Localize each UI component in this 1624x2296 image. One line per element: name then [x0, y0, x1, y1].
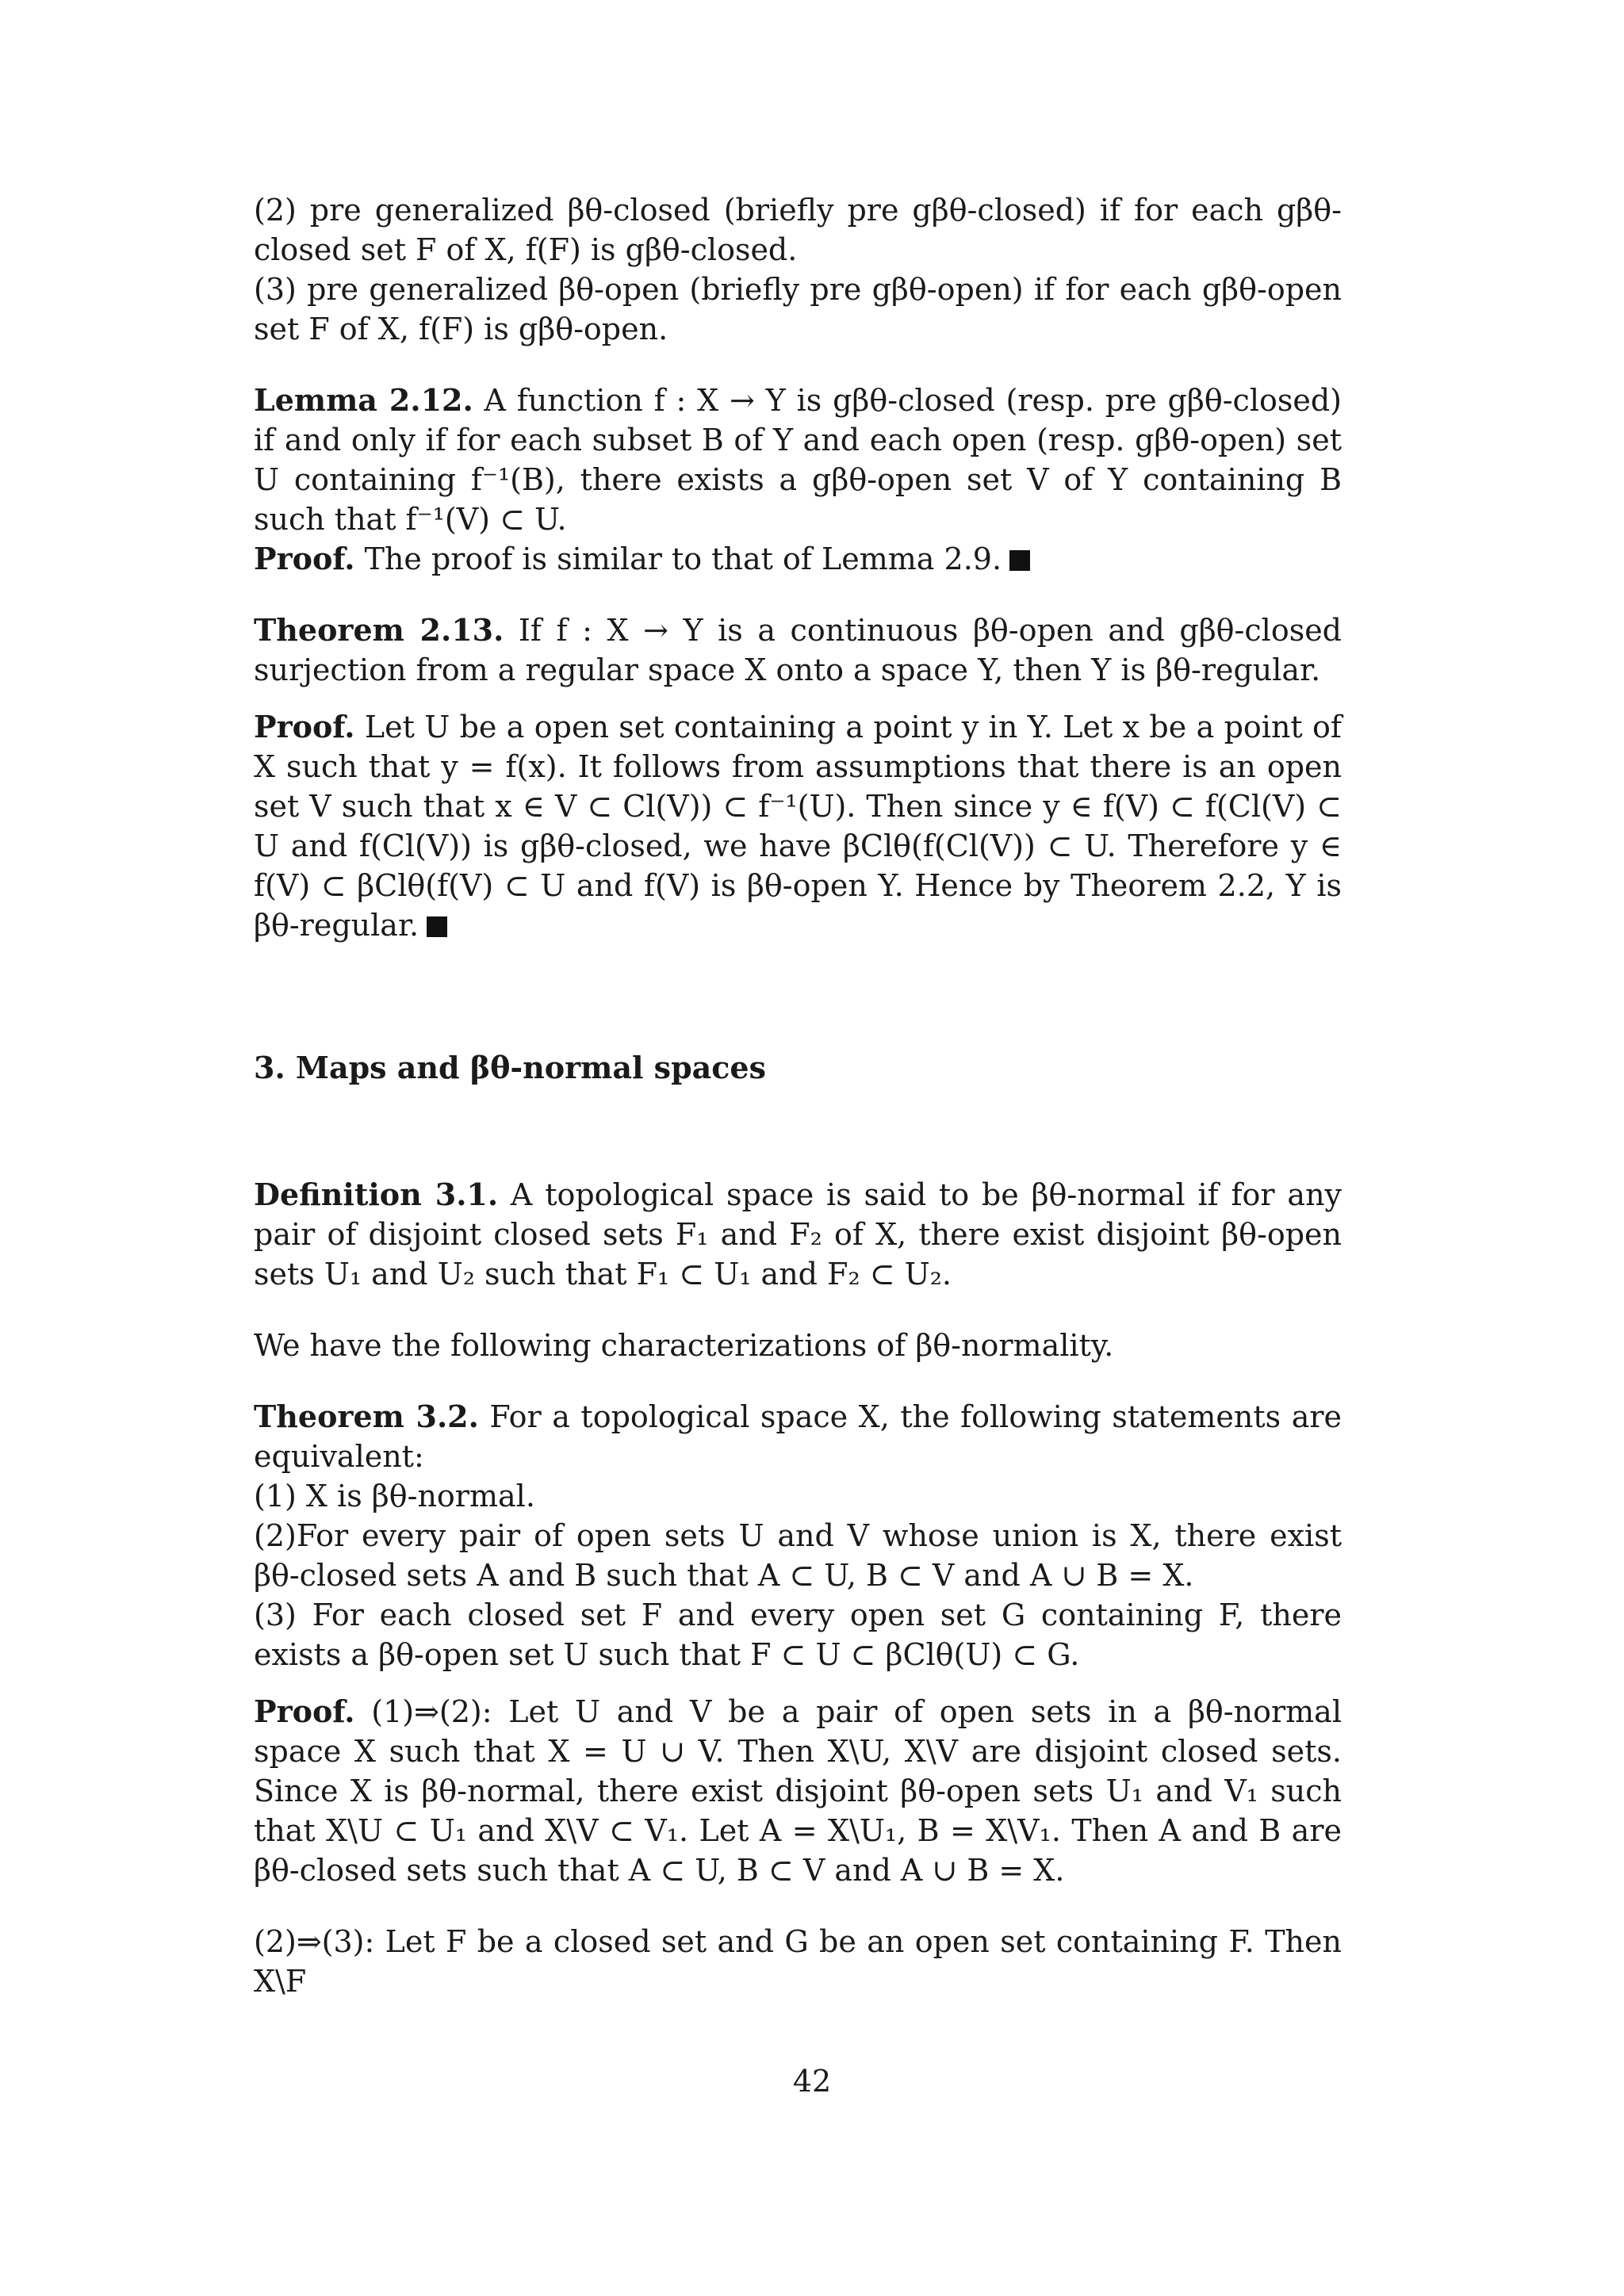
definition-item-3-text: (3) pre generalized βθ-open (briefly pre gβθ-open) if for each gβθ-open set F of X, f(F) is gβθ-open. — [254, 272, 1342, 346]
proof-theorem-2-13 — [254, 707, 1342, 945]
proof-theorem-3-2 — [254, 1692, 1342, 1890]
definition-item-2 — [254, 190, 1342, 270]
definition-item-2-text: (2) pre generalized βθ-closed (briefly pre gβθ-closed) if for each gβθ-closed set F of X, f(F) is gβθ-closed. — [254, 193, 1342, 267]
section-3-title — [254, 1048, 1342, 1088]
theorem-3-2-item-1 — [254, 1476, 1342, 1516]
theorem-3-2 — [254, 1397, 1342, 1476]
item-3-text: (3) For each closed set F and every open set G containing F, there exists a βθ-open set U such that F ⊂ U ⊂ βClθ(U) ⊂ G. — [254, 1598, 1342, 1672]
proof-continuation — [254, 1922, 1342, 2001]
definition-item-3 — [254, 270, 1342, 349]
qed-square-icon — [427, 916, 447, 937]
proof-text: The proof is similar to that of Lemma 2.9. — [354, 541, 1002, 576]
proof-label: Proof. — [254, 1693, 355, 1729]
proof-text: (1)⇒(2): Let U and V be a pair of open sets in a βθ-normal space X such that X = U ∪ V. Then X\U, X\V are disjoint closed sets. Since X is βθ-normal, there exist disjoint βθ-open sets U₁ and V₁ such that X\U ⊂ U₁ and X\V ⊂ V₁. Let A = X\U₁, B = X\V₁. Then A and B are βθ-closed sets such that A ⊂ U, B ⊂ V and A ∪ B = X. — [254, 1694, 1342, 1888]
proof-label: Proof. — [254, 709, 355, 744]
definition-3-1 — [254, 1175, 1342, 1294]
item-2-text: (2)For every pair of open sets U and V whose union is X, there exist βθ-closed sets A and B such that A ⊂ U, B ⊂ V and A ∪ B = X. — [254, 1518, 1342, 1593]
proof-lemma-2-12 — [254, 539, 1342, 579]
page-number: 42 — [792, 2064, 832, 2099]
definition-3-1-label: Definition 3.1. — [254, 1177, 499, 1212]
theorem-2-13-text: If f : X → Y is a continuous βθ-open and gβθ-closed surjection from a regular space X onto a space Y, then Y is βθ-regular. — [254, 613, 1342, 687]
proof-text: Let U be a open set containing a point y in Y. Let x be a point of X such that y = f(x). It follows from assumptions that there is an open set V such that x ∈ V ⊂ Cl(V)) ⊂ f⁻¹(U). Then since y ∈ f(V) ⊂ f(Cl(V) ⊂ U and f(Cl(V)) is gβθ-closed, we have βClθ(f(Cl(V)) ⊂ U. Therefore y ∈ f(V) ⊂ βClθ(f(V) ⊂ U and f(V) is βθ-open Y. Hence by Theorem 2.2, Y is βθ-regular. — [254, 710, 1342, 943]
theorem-3-2-item-3 — [254, 1595, 1342, 1674]
proof-label: Proof. — [254, 541, 355, 576]
lemma-2-12-text: A function f : X → Y is gβθ-closed (resp. pre gβθ-closed) if and only if for each subset B of Y and each open (resp. gβθ-open) set U containing f⁻¹(B), there exists a gβθ-open set V of Y containing B such that f⁻¹(V) ⊂ U. — [254, 383, 1342, 537]
theorem-2-13 — [254, 610, 1342, 690]
qed-square-icon — [1009, 550, 1030, 571]
lemma-2-12-label: Lemma 2.12. — [254, 382, 473, 418]
characterizations-intro — [254, 1326, 1342, 1365]
proof-continuation-text: (2)⇒(3): Let F be a closed set and G be an open set containing F. Then X\F — [254, 1924, 1342, 1999]
theorem-3-2-text: For a topological space X, the following statements are equivalent: — [254, 1399, 1342, 1474]
theorem-3-2-item-2 — [254, 1516, 1342, 1595]
item-1-text: (1) X is βθ-normal. — [254, 1479, 535, 1513]
section-3-title-text: 3. Maps and βθ-normal spaces — [254, 1050, 766, 1085]
page-body — [254, 190, 1342, 2001]
theorem-2-13-label: Theorem 2.13. — [254, 612, 504, 648]
definition-3-1-text: A topological space is said to be βθ-normal if for any pair of disjoint closed sets F₁ and F₂ of X, there exist disjoint βθ-open sets U₁ and U₂ such that F₁ ⊂ U₁ and F₂ ⊂ U₂. — [254, 1177, 1342, 1292]
characterizations-text: We have the following characterizations of βθ-normality. — [254, 1328, 1114, 1363]
theorem-3-2-label: Theorem 3.2. — [254, 1399, 479, 1434]
lemma-2-12 — [254, 381, 1342, 539]
